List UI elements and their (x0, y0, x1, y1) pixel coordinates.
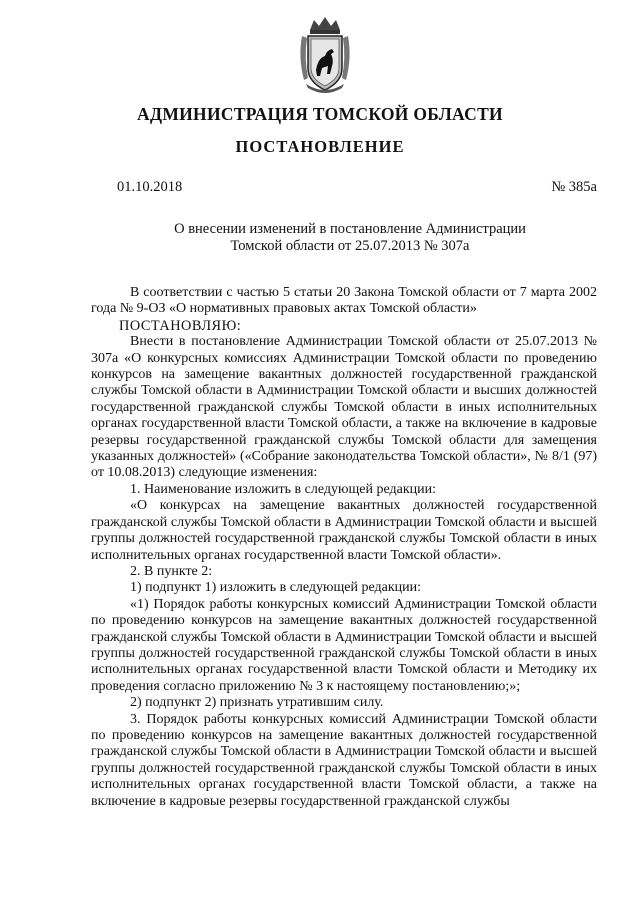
document-date: 01.10.2018 (117, 179, 183, 195)
item-2-heading: 2. В пункте 2: (130, 563, 213, 579)
item-2-subitem-2: 2) подпункт 2) признать утратившим силу. (130, 695, 384, 711)
subject-line-2: Томской области от 25.07.2013 № 307а (230, 238, 470, 254)
item-1-heading: 1. Наименование изложить в следующей редакции: (130, 481, 436, 497)
organization-title: АДМИНИСТРАЦИЯ ТОМСКОЙ ОБЛАСТИ (137, 104, 503, 124)
coat-of-arms-icon (296, 14, 354, 96)
item-2-subitem-1: 1) подпункт 1) изложить в следующей редакции: (130, 580, 422, 596)
item-2-subitem-1-text: подпункт 1) изложить в следующей редакции: (145, 580, 422, 596)
intro-paragraph: Внести в постановление Администрации Томской области от 25.07.2013 № 307а «О конкурсных комиссиях Администрации Томской области по проведению конкурсов на замещение вакантных должностей государственной гражданской службы Томской области в Администрации Томской области и высших должностей государственной гражданской службы Томской области в иных исполнительных органах государственной власти Томской области, а также на включение в кадровые резервы государственной гражданской службы Томской области для замещения указанных должностей» («Собрание законодательства Томской области», № 8/1 (97) от 10.08.2013) следующие изменения: (91, 334, 597, 481)
document-subject (130, 221, 570, 255)
preamble-paragraph: В соответствии с частью 5 статьи 20 Закона Томской области от 7 марта 2002 года № 9-ОЗ «О нормативных правовых актах Томской области» (91, 285, 597, 317)
decree-word: ПОСТАНОВЛЯЮ: (119, 317, 242, 334)
document-body (91, 285, 597, 810)
item-3-paragraph: 3. Порядок работы конкурсных комиссий Администрации Томской области по проведению конкурсов на замещение вакантных должностей государственной гражданской службы Томской области в Администрации Томской области и высшей группы должностей государственной гражданской службы Томской области в иных исполнительных органах государственной власти Томской области, а также на включение в кадровые резервы государственной гражданской службы (91, 711, 597, 809)
item-2-subitem-1-content: «1) Порядок работы конкурсных комиссий Администрации Томской области по проведению конкурсов на замещение вакантных должностей государственной гражданской службы Томской области в Администрации Томской области и высшей группы должностей государственной гражданской службы Томской области в иных исполнительных органах государственной власти Томской области и Методику их проведения согласно приложению № 3 к настоящему постановлению;»; (91, 596, 597, 694)
subject-line-1: О внесении изменений в постановление Администрации (174, 221, 526, 237)
item-1-text: «О конкурсах на замещение вакантных должностей государственной гражданской службы Томской области в Администрации Томской области и высшей группы должностей государственной гражданской службы Томской области в иных исполнительных органах государственной власти Томской области». (91, 498, 597, 563)
document-type: ПОСТАНОВЛЕНИЕ (235, 137, 405, 156)
document-number: № 385а (551, 179, 597, 195)
